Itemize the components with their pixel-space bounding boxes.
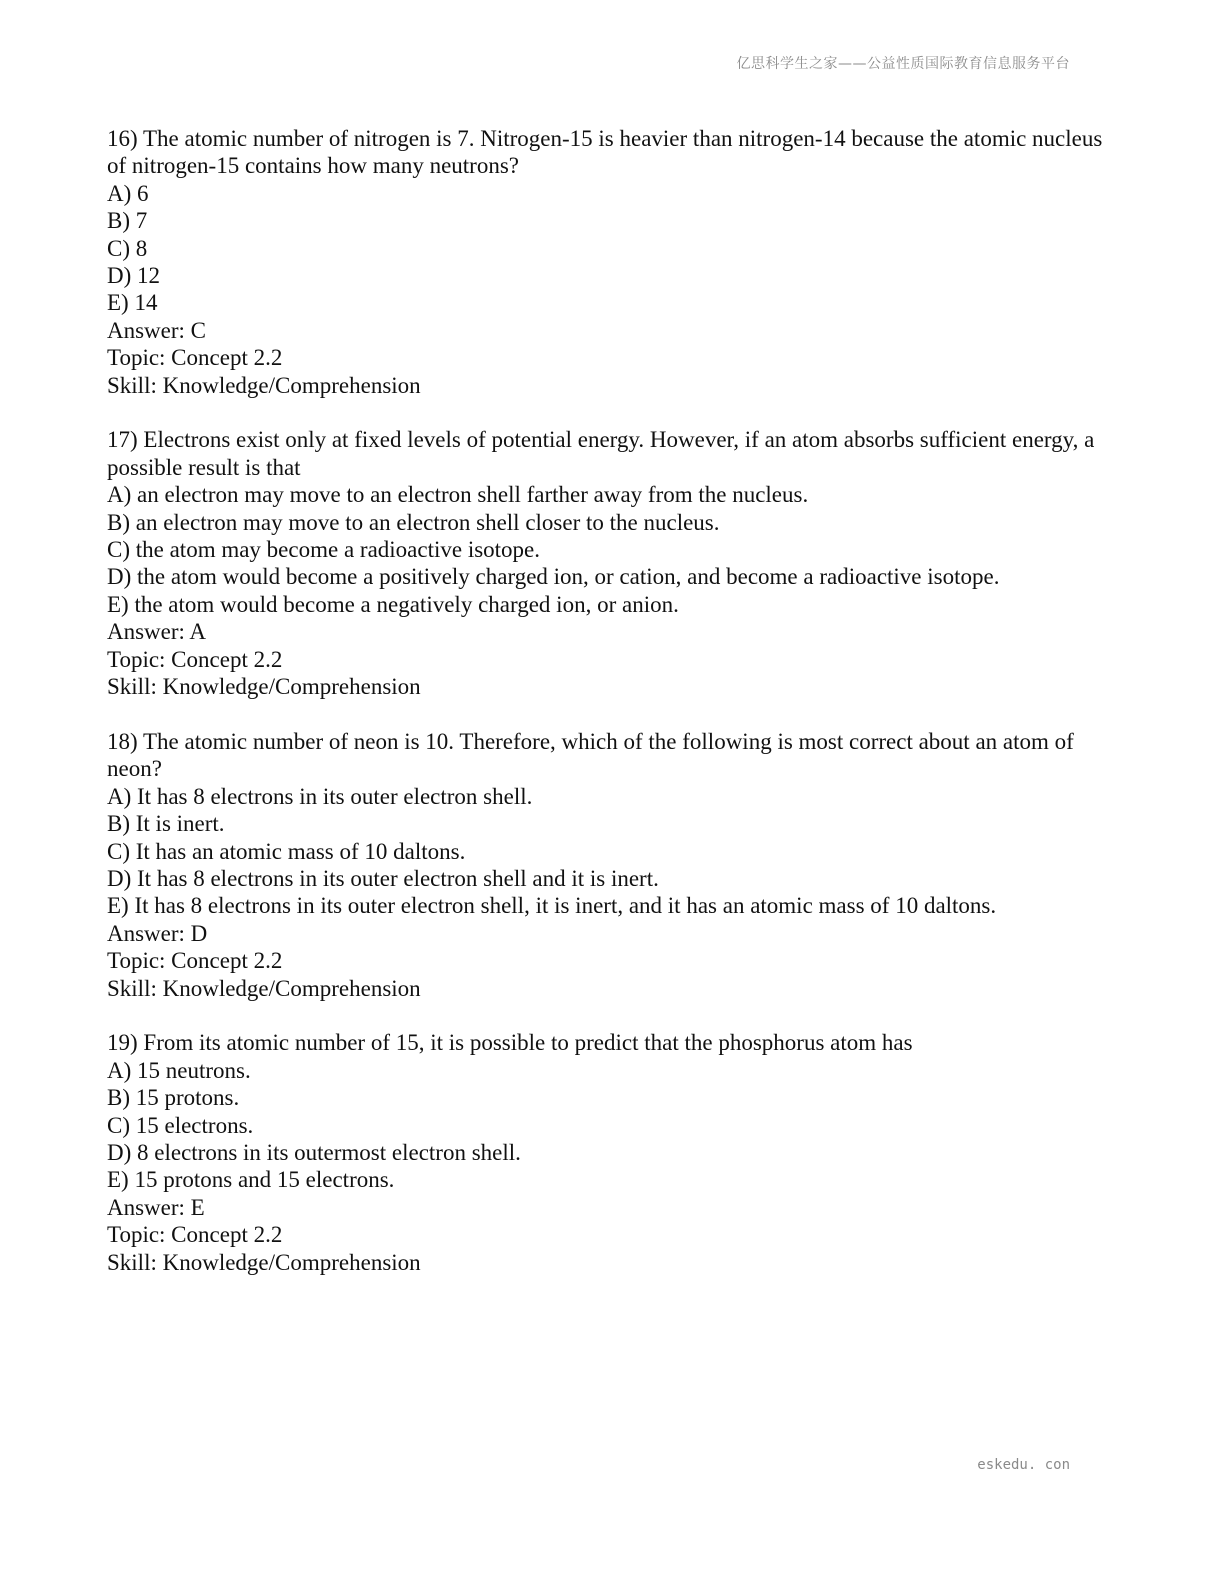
- option-c: C) It has an atomic mass of 10 daltons.: [107, 838, 466, 864]
- topic-line: Topic: Concept 2.2: [107, 1222, 283, 1248]
- answer-line: Answer: C: [107, 317, 207, 343]
- skill-line: Skill: Knowledge/Comprehension: [107, 1249, 421, 1275]
- answer-line: Answer: A: [107, 619, 207, 645]
- topic-line: Topic: Concept 2.2: [107, 948, 283, 974]
- question-17: [107, 426, 1107, 700]
- question-stem: 19) From its atomic number of 15, it is possible to predict that the phosphorus atom has: [107, 1030, 913, 1056]
- option-e: E) the atom would become a negatively charged ion, or anion.: [107, 591, 679, 617]
- topic-line: Topic: Concept 2.2: [107, 345, 283, 371]
- option-b: B) an electron may move to an electron shell closer to the nucleus.: [107, 509, 720, 535]
- option-a: A) It has 8 electrons in its outer electron shell.: [107, 783, 533, 809]
- option-d: D) 12: [107, 263, 161, 289]
- option-c: C) the atom may become a radioactive isotope.: [107, 537, 541, 563]
- option-e: E) It has 8 electrons in its outer electron shell, it is inert, and it has an atomic mass of 10 daltons.: [107, 893, 997, 919]
- option-c: C) 15 electrons.: [107, 1112, 254, 1138]
- skill-line: Skill: Knowledge/Comprehension: [107, 372, 421, 398]
- option-a: A) 6: [107, 180, 149, 206]
- page-header-watermark: 亿思科学生之家——公益性质国际教育信息服务平台: [736, 56, 1070, 72]
- option-a: A) 15 neutrons.: [107, 1057, 251, 1083]
- question-stem: 18) The atomic number of neon is 10. Therefore, which of the following is most correct about an atom of neon?: [107, 728, 1074, 782]
- topic-line: Topic: Concept 2.2: [107, 646, 283, 672]
- option-e: E) 15 protons and 15 electrons.: [107, 1167, 395, 1193]
- question-16: [107, 125, 1107, 399]
- question-list: [107, 125, 1107, 1303]
- skill-line: Skill: Knowledge/Comprehension: [107, 975, 421, 1001]
- question-stem: 17) Electrons exist only at fixed levels of potential energy. However, if an atom absorbs sufficient energy, a possible result is that: [107, 427, 1095, 480]
- option-c: C) 8: [107, 235, 148, 261]
- option-d: D) It has 8 electrons in its outer electron shell and it is inert.: [107, 865, 659, 891]
- option-e: E) 14: [107, 290, 158, 316]
- question-19: [107, 1029, 1107, 1276]
- option-d: D) 8 electrons in its outermost electron shell.: [107, 1139, 521, 1165]
- answer-line: Answer: E: [107, 1194, 205, 1220]
- option-d: D) the atom would become a positively charged ion, or cation, and become a radioactive isotope.: [107, 564, 1000, 590]
- option-b: B) 15 protons.: [107, 1085, 240, 1111]
- skill-line: Skill: Knowledge/Comprehension: [107, 674, 421, 700]
- option-b: B) It is inert.: [107, 811, 225, 837]
- option-a: A) an electron may move to an electron shell farther away from the nucleus.: [107, 482, 809, 508]
- answer-line: Answer: D: [107, 920, 208, 946]
- page-footer-watermark: eskedu. con: [977, 1457, 1070, 1473]
- question-18: [107, 728, 1107, 1002]
- question-stem: 16) The atomic number of nitrogen is 7. Nitrogen-15 is heavier than nitrogen-14 because the atomic nucleus of nitrogen-15 contains how many neutrons?: [107, 126, 1103, 179]
- option-b: B) 7: [107, 208, 148, 234]
